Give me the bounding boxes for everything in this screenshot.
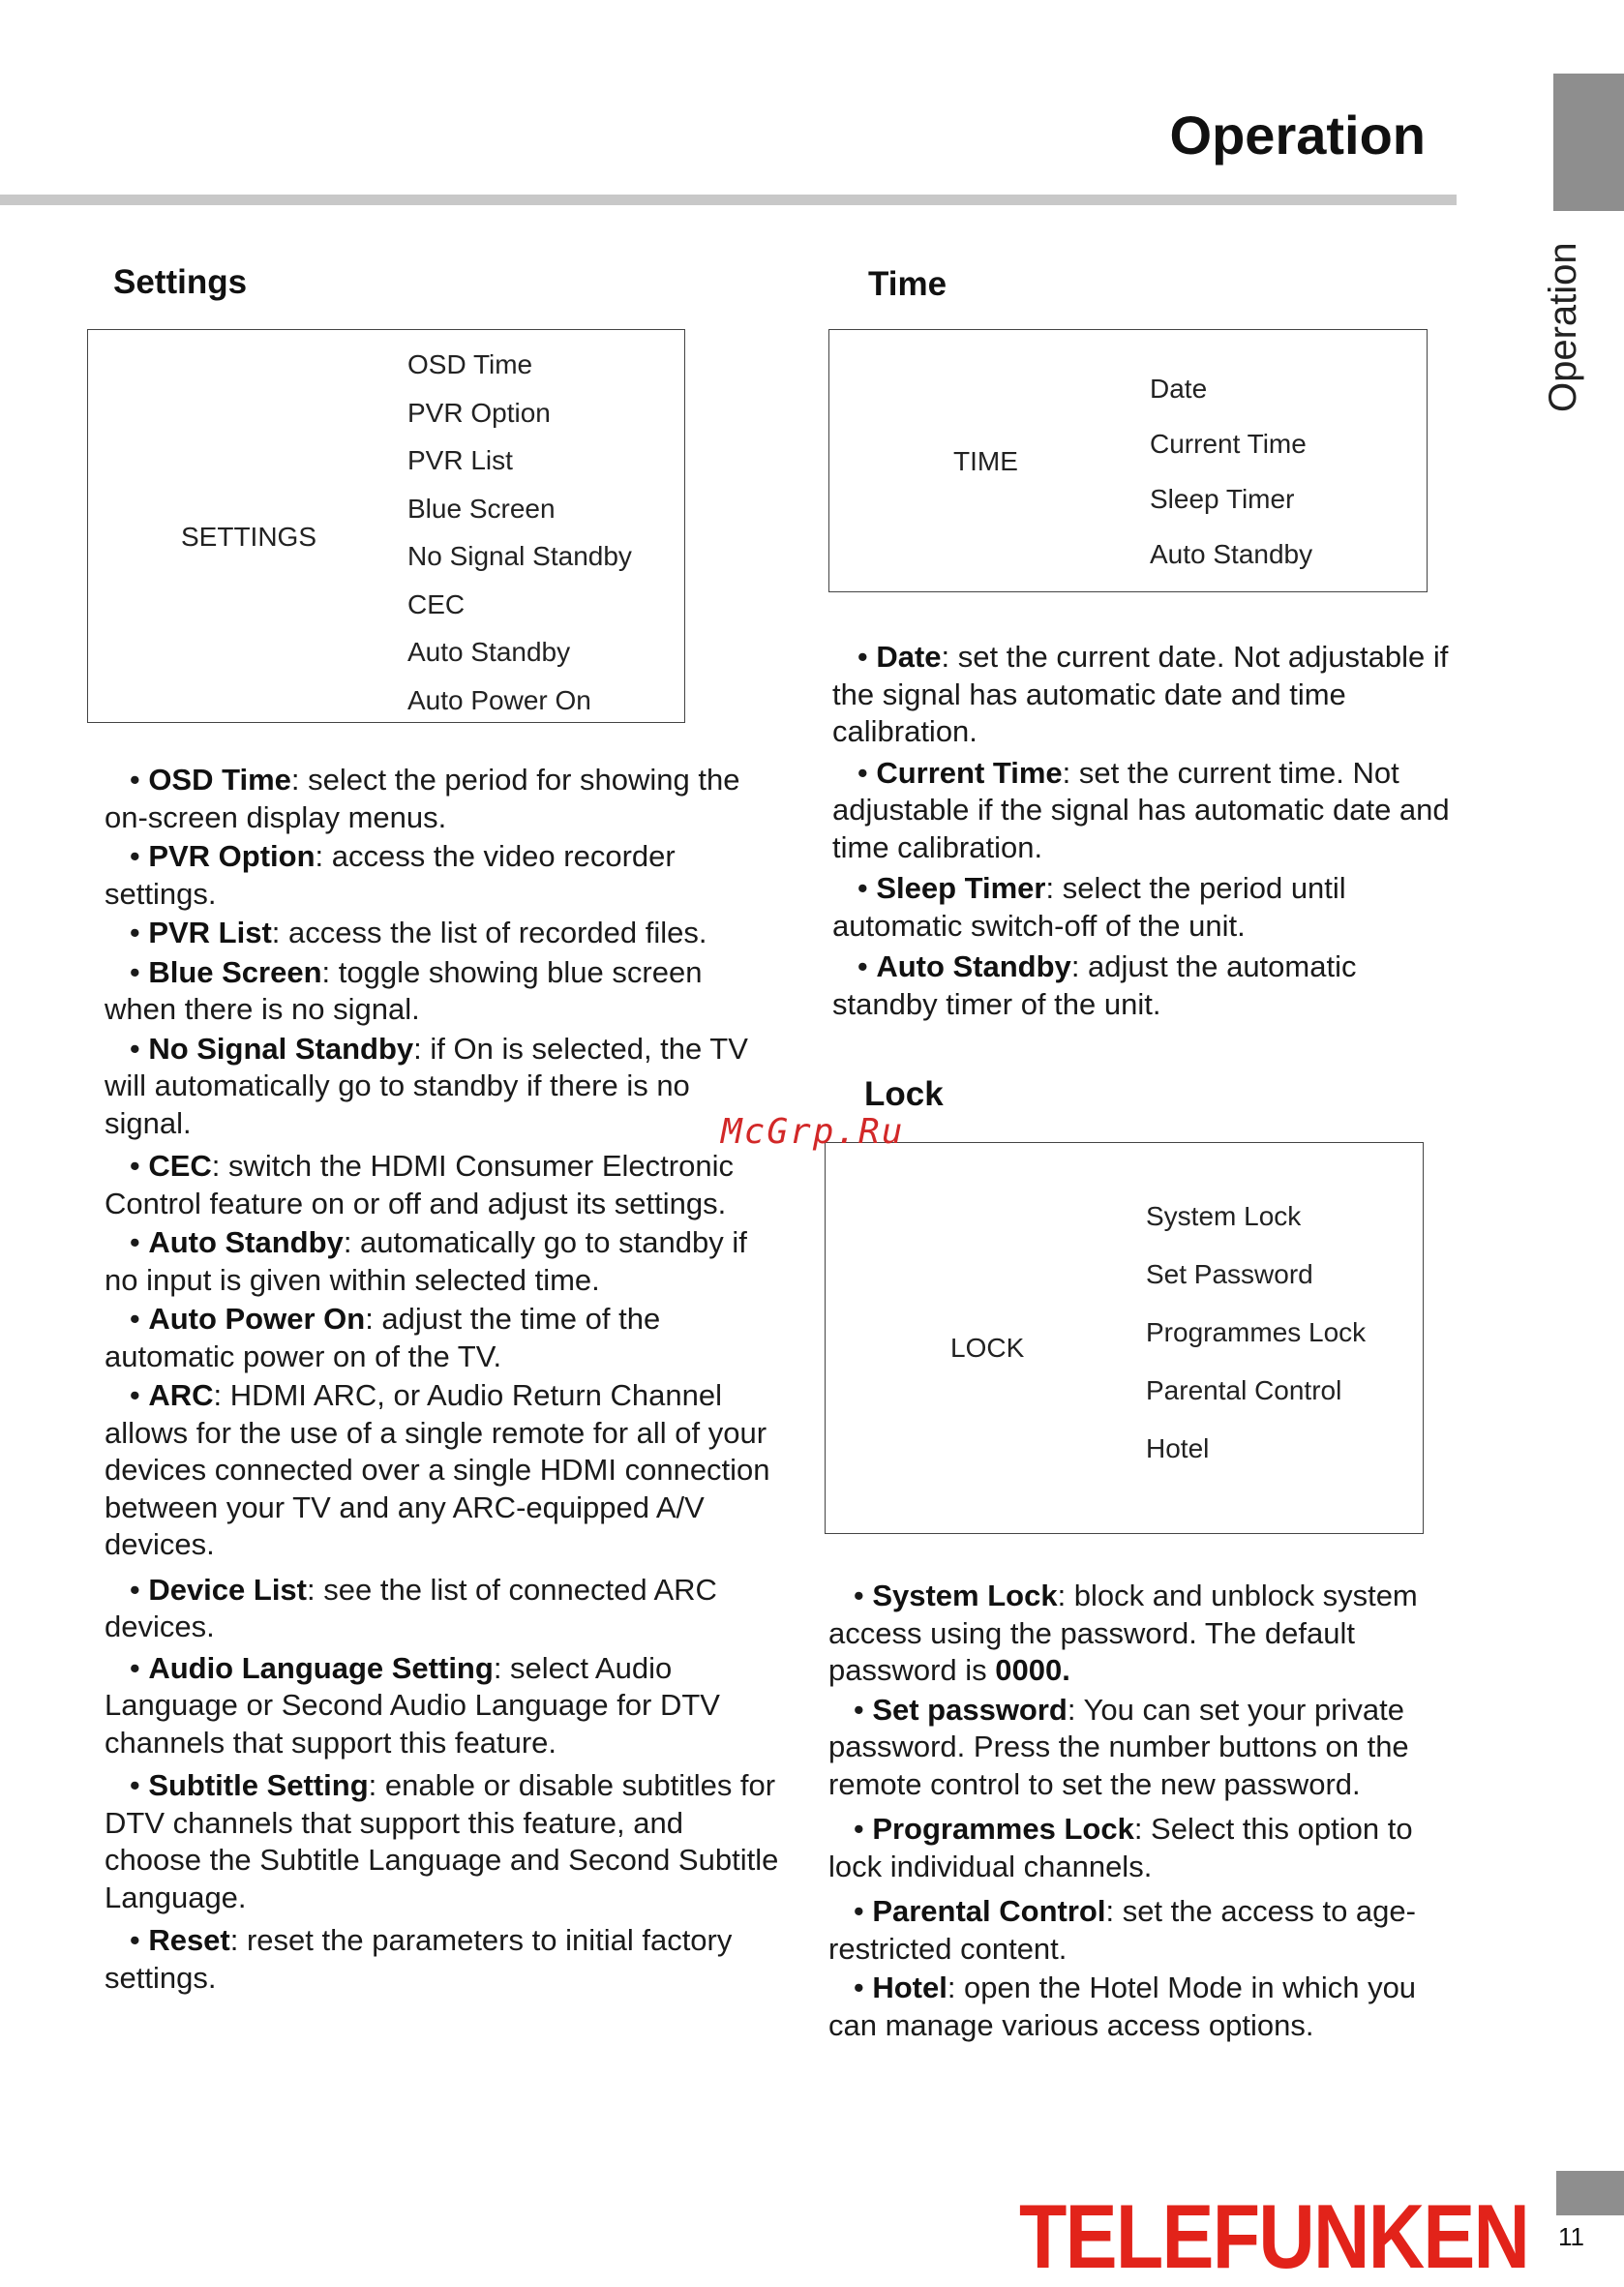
time-menu-diagram	[828, 329, 1428, 592]
description-text: : if On is selected, the TV will automatically go to standby if there is no signal.	[105, 1031, 748, 1140]
description-text: : adjust the automatic standby timer of the unit.	[832, 949, 1357, 1021]
description-item: • Date: set the current date. Not adjustable if the signal has automatic date and time calibration.	[832, 640, 1449, 748]
menu-item: Auto Standby	[1150, 539, 1313, 569]
settings-menu-name: SETTINGS	[181, 522, 317, 552]
description-text: : You can set your private password. Press the number buttons on the remote control to set the new password.	[828, 1692, 1409, 1801]
description-text: : select Audio Language or Second Audio Language for DTV channels that support this feature.	[105, 1650, 720, 1760]
menu-item: Set Password	[1146, 1259, 1313, 1289]
description-item: • ARC: HDMI ARC, or Audio Return Channel allows for the use of a single remote for all of your devices connected over a single HDMI connection between your TV and any ARC-equipped A/V devices.	[105, 1378, 770, 1561]
title-rule	[0, 195, 1457, 205]
description-text: : set the current date. Not adjustable if the signal has automatic date and time calibration.	[832, 640, 1449, 748]
lock-heading: Lock	[864, 1075, 944, 1113]
description-text: : Select this option to lock individual channels.	[828, 1812, 1413, 1883]
description-term: Device List	[148, 1572, 308, 1607]
settings-descriptions	[105, 762, 782, 1997]
lock-descriptions	[828, 1578, 1458, 2044]
description-term: Current Time	[876, 755, 1063, 790]
description-item: • Set password: You can set your private password. Press the number buttons on the remote control to set the new password.	[828, 1692, 1409, 1801]
time-menu-items	[1150, 376, 1312, 596]
lock-menu-items	[1146, 1203, 1366, 1493]
description-text: : block and unblock system access using the password. The default password is	[828, 1579, 1418, 1687]
menu-item: Parental Control	[1146, 1375, 1342, 1405]
description-item: • Auto Standby: automatically go to standby if no input is given within selected time.	[105, 1225, 747, 1297]
description-text: : adjust the time of the automatic power on of the TV.	[105, 1302, 661, 1373]
description-term: Auto Power On	[148, 1302, 366, 1336]
page-number: 11	[1558, 2222, 1584, 2251]
menu-item: CEC	[407, 588, 466, 619]
description-item: • OSD Time: select the period for showing the on-screen display menus.	[105, 763, 740, 834]
description-text: : access the list of recorded files.	[271, 916, 707, 949]
description-term: Sleep Timer	[876, 871, 1046, 905]
description-item: • Programmes Lock: Select this option to lock individual channels.	[828, 1812, 1413, 1883]
description-item: • System Lock: block and unblock system access using the password. The default password is 0000.	[828, 1579, 1418, 1687]
menu-item: OSD Time	[407, 349, 533, 379]
description-term: No Signal Standby	[148, 1031, 414, 1066]
description-text: : toggle showing blue screen when there is no signal.	[105, 954, 703, 1026]
menu-item: Programmes Lock	[1146, 1317, 1367, 1347]
description-item: • Current Time: set the current time. Not adjustable if the signal has automatic date and time calibration.	[832, 755, 1450, 864]
description-text: : automatically go to standby if no input is given within selected time.	[105, 1225, 747, 1297]
description-term: CEC	[148, 1149, 212, 1183]
settings-menu-items	[407, 351, 632, 735]
description-text: : switch the HDMI Consumer Electronic Control feature on or off and adjust its settings.	[105, 1149, 734, 1220]
side-tab-label: Operation	[1542, 242, 1584, 412]
description-term: Reset	[148, 1923, 230, 1957]
settings-heading: Settings	[113, 263, 248, 301]
menu-item: System Lock	[1146, 1201, 1302, 1231]
menu-item: Sleep Timer	[1150, 484, 1295, 514]
description-item: • Audio Language Setting: select Audio Language or Second Audio Language for DTV channels that support this feature.	[105, 1650, 720, 1760]
menu-item: Date	[1150, 374, 1208, 404]
description-term: OSD Time	[148, 763, 291, 797]
side-tab	[1553, 74, 1624, 211]
description-term: Programmes Lock	[872, 1812, 1134, 1846]
description-term: Parental Control	[872, 1894, 1106, 1928]
description-term: Auto Standby	[876, 949, 1071, 983]
description-text: : set the access to age-restricted content.	[828, 1894, 1416, 1966]
description-term: Hotel	[872, 1971, 947, 2004]
description-item: • Auto Power On: adjust the time of the automatic power on of the TV.	[105, 1302, 661, 1373]
description-text: : reset the parameters to initial factory settings.	[105, 1923, 733, 1995]
page-title: Operation	[1169, 105, 1426, 166]
description-item: • Sleep Timer: select the period until automatic switch-off of the unit.	[832, 871, 1346, 943]
description-term: ARC	[148, 1378, 214, 1412]
menu-item: Auto Power On	[407, 684, 591, 715]
settings-menu-diagram	[87, 329, 685, 723]
description-text: : access the video recorder settings.	[105, 839, 676, 911]
menu-item: Blue Screen	[407, 493, 556, 524]
description-item: • Subtitle Setting: enable or disable subtitles for DTV channels that support this feature, and choose the Subtitle Language and Second Subtitle Language.	[105, 1768, 779, 1914]
description-term: PVR Option	[148, 839, 316, 873]
description-item: • PVR List: access the list of recorded files.	[105, 916, 707, 949]
time-menu-name: TIME	[953, 446, 1018, 476]
time-heading: Time	[868, 265, 947, 303]
description-text: : enable or disable subtitles for DTV channels that support this feature, and choose the Subtitle Language and Second Subtitle Language.	[105, 1768, 779, 1914]
watermark: McGrp.Ru	[721, 1112, 905, 1152]
description-item: • CEC: switch the HDMI Consumer Electronic Control feature on or off and adjust its settings.	[105, 1149, 734, 1220]
menu-item: Hotel	[1146, 1433, 1210, 1463]
description-text: : open the Hotel Mode in which you can manage various access options.	[828, 1971, 1417, 2042]
time-descriptions	[832, 639, 1452, 1023]
menu-item: No Signal Standby	[407, 541, 632, 571]
lock-menu-name: LOCK	[950, 1333, 1025, 1363]
lock-menu-diagram	[825, 1142, 1424, 1534]
description-term: PVR List	[148, 916, 272, 949]
menu-item: PVR List	[407, 445, 513, 475]
telefunken-logo: TELEFUNKEN	[1019, 2185, 1529, 2287]
description-text: : select the period for showing the on-screen display menus.	[105, 763, 740, 834]
description-term: Set password	[872, 1692, 1068, 1727]
description-item: • No Signal Standby: if On is selected, the TV will automatically go to standby if there is no signal.	[105, 1031, 748, 1140]
description-text: : HDMI ARC, or Audio Return Channel allows for the use of a single remote for all of your devices connected over a single HDMI connection between your TV and any ARC-equipped A/V devices.	[105, 1378, 770, 1561]
menu-item: Auto Standby	[407, 637, 571, 667]
description-term: Auto Standby	[148, 1225, 344, 1259]
description-item: • Parental Control: set the access to age-restricted content.	[828, 1894, 1416, 1966]
description-emphasis: 0000.	[995, 1653, 1070, 1687]
page-tab	[1556, 2171, 1624, 2215]
description-item: • Auto Standby: adjust the automatic standby timer of the unit.	[832, 949, 1357, 1021]
description-item: • Hotel: open the Hotel Mode in which you can manage various access options.	[828, 1971, 1417, 2042]
description-item: • PVR Option: access the video recorder settings.	[105, 839, 676, 911]
description-term: Subtitle Setting	[148, 1768, 369, 1802]
description-term: Date	[876, 640, 942, 674]
description-item: • Blue Screen: toggle showing blue screen when there is no signal.	[105, 954, 703, 1026]
description-term: Audio Language Setting	[148, 1650, 494, 1685]
description-text: : select the period until automatic switch-off of the unit.	[832, 871, 1346, 943]
menu-item: Current Time	[1150, 429, 1307, 459]
menu-item: PVR Option	[407, 397, 551, 428]
description-term: System Lock	[872, 1579, 1058, 1612]
description-item: • Reset: reset the parameters to initial factory settings.	[105, 1923, 733, 1995]
description-item: • Device List: see the list of connected ARC devices.	[105, 1572, 717, 1643]
description-text: : set the current time. Not adjustable if the signal has automatic date and time calibration.	[832, 755, 1450, 864]
description-term: Blue Screen	[148, 954, 322, 989]
description-text: : see the list of connected ARC devices.	[105, 1572, 717, 1643]
